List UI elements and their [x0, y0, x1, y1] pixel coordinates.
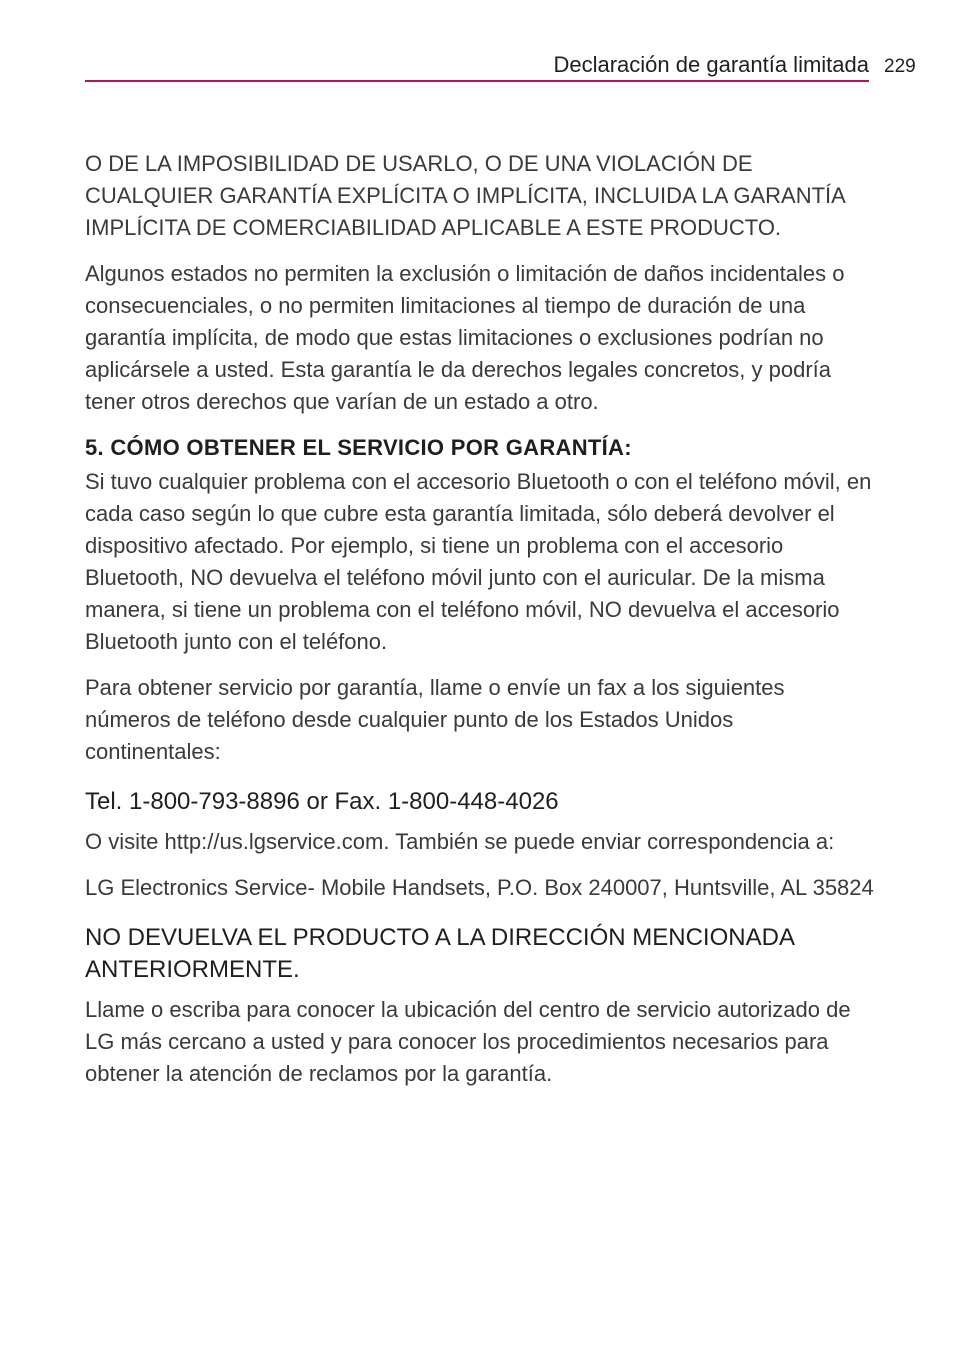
contact-phone-fax: Tel. 1-800-793-8896 or Fax. 1-800-448-4026 [85, 788, 559, 815]
paragraph-service-center: Llame o escriba para conocer la ubicación del centro de servicio autorizado de LG más cercano a usted y para conocer los procedimientos necesarios para obtener la atención de reclamos por la garantía. [85, 997, 851, 1086]
paragraph-warranty-disclaimer: O DE LA IMPOSIBILIDAD DE USARLO, O DE UNA VIOLACIÓN DE CUALQUIER GARANTÍA EXPLÍCITA O IMPLÍCITA, INCLUIDA LA GARANTÍA IMPLÍCITA DE COMERCIABILIDAD APLICABLE A ESTE PRODUCTO. [85, 151, 845, 240]
header-title: Declaración de garantía limitada [553, 52, 869, 77]
page-header [85, 48, 869, 82]
paragraph-website: O visite http://us.lgservice.com. También se puede enviar correspondencia a: [85, 829, 835, 854]
paragraph-mailing-address: LG Electronics Service- Mobile Handsets, P.O. Box 240007, Huntsville, AL 35824 [85, 875, 874, 900]
paragraph-state-limitations: Algunos estados no permiten la exclusión o limitación de daños incidentales o consecuenciales, o no permiten limitaciones al tiempo de duración de una garantía implícita, de modo que estas limitaciones o exclusiones podrían no aplicársele a usted. Esta garantía le da derechos legales concretos, y podría tener otros derechos que varían de un estado a otro. [85, 261, 845, 414]
notice-heading: NO DEVUELVA EL PRODUCTO A LA DIRECCIÓN MENCIONADA ANTERIORMENTE. [85, 924, 794, 983]
header-divider [85, 80, 869, 82]
paragraph-return-instructions: Si tuvo cualquier problema con el accesorio Bluetooth o con el teléfono móvil, en cada caso según lo que cubre esta garantía limitada, sólo deberá devolver el dispositivo afectado. Por ejemplo, si tiene un problema con el accesorio Bluetooth, NO devuelva el teléfono móvil junto con el auricular. De la misma manera, si tiene un problema con el teléfono móvil, NO devuelva el accesorio Bluetooth junto con el teléfono. [85, 469, 872, 654]
paragraph-contact-intro: Para obtener servicio por garantía, llame o envíe un fax a los siguientes números de teléfono desde cualquier punto de los Estados Unidos continentales: [85, 675, 785, 764]
section-heading-service: 5. CÓMO OBTENER EL SERVICIO POR GARANTÍA: [85, 435, 632, 460]
page-body [85, 148, 875, 1090]
page-number: 229 [884, 56, 916, 77]
